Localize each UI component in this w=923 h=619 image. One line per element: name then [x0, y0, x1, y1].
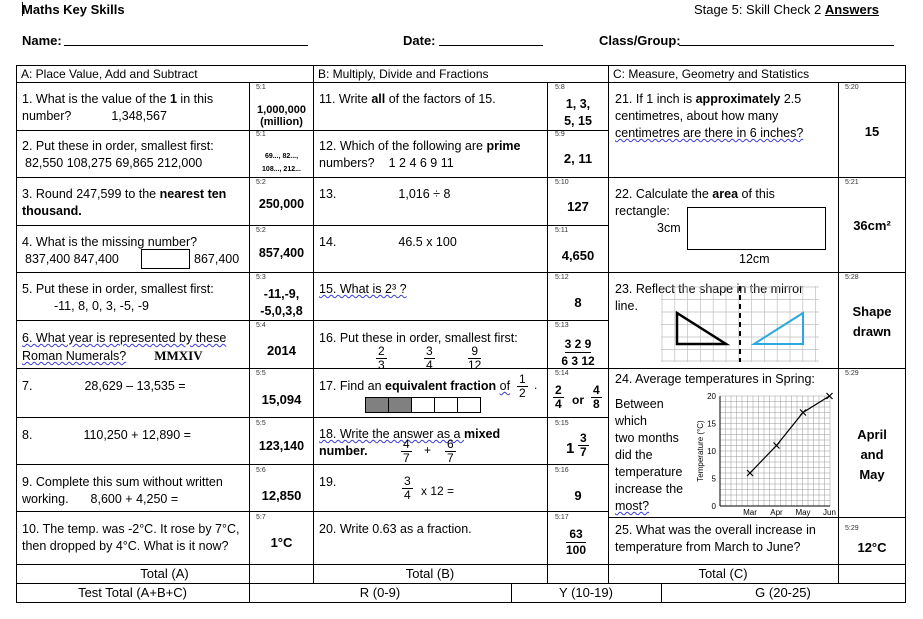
skill-code: 5:4	[256, 322, 266, 329]
question-1: 1. What is the value of the 1 in this number? 1,348,567	[22, 92, 214, 123]
total-c: Total (C)	[698, 566, 748, 581]
answer-8: 123,140	[258, 439, 305, 453]
skill-code: 5:29	[845, 370, 859, 377]
skill-code: 5:28	[845, 274, 859, 281]
question-4-last: 867,400	[194, 252, 240, 266]
question-4-sequence: 837,400 847,400	[25, 252, 119, 266]
reflected-triangle	[754, 313, 803, 344]
skill-code: 5:8	[555, 84, 565, 91]
question-20: 20. Write 0.63 as a fraction.	[319, 522, 472, 536]
answer-17-b: $\frac{4}{8}$	[593, 383, 600, 411]
answer-19: 9	[574, 488, 582, 503]
reflection-grid	[661, 286, 819, 362]
x-tick-label: Jun	[823, 508, 836, 517]
fraction-3-4: $\frac{3}{4}$	[426, 344, 433, 372]
rectangle-side-label: 3cm	[657, 221, 681, 235]
skill-code: 5:29	[845, 525, 859, 532]
y-axis-label: Temperature (°C)	[696, 420, 705, 482]
temperature-chart	[690, 388, 840, 518]
class-label: Class/Group:	[599, 33, 681, 48]
section-a-header: A: Place Value, Add and Subtract	[21, 67, 198, 81]
question-22: 22. Calculate the area of this rectangle:	[615, 187, 775, 218]
question-19-rest: x 12 =	[421, 484, 455, 498]
answer-17-or: or	[572, 393, 584, 407]
skill-code: 5:13	[555, 322, 569, 329]
skill-code: 5:1	[256, 84, 266, 91]
answer-2: 69..., 82..., 108..., 212...	[262, 153, 301, 173]
question-18: 18. Write the answer as a mixed number.	[319, 427, 501, 458]
question-24: 24. Average temperatures in Spring:	[615, 372, 815, 386]
total-b: Total (B)	[405, 566, 455, 581]
band-green: G (20-25)	[755, 585, 811, 600]
answer-11: 1, 3, 5, 15	[564, 97, 592, 128]
y-tick-label: 15	[707, 419, 716, 429]
missing-number-box[interactable]	[141, 249, 190, 269]
x-tick-label: Mar	[743, 508, 757, 517]
skill-code: 5:16	[555, 467, 569, 474]
rectangle	[687, 207, 826, 250]
skill-code: 5:9	[555, 131, 565, 138]
question-11: 11. Write all of the factors of 15.	[319, 92, 496, 106]
y-tick-label: 0	[711, 502, 716, 511]
skill-code: 5:15	[555, 420, 569, 427]
section-b-header: B: Multiply, Divide and Fractions	[318, 67, 489, 81]
fraction-4-7: $\frac{4}{7}$	[403, 437, 410, 465]
skill-code: 5:3	[256, 274, 266, 281]
answer-23: Shape drawn	[852, 304, 892, 339]
skill-code: 5:6	[256, 467, 266, 474]
fraction-bar-model	[365, 397, 481, 413]
band-red: R (0-9)	[359, 585, 401, 600]
skill-code: 5:11	[555, 227, 569, 234]
date-label: Date:	[403, 33, 436, 48]
skill-code: 5:5	[256, 370, 266, 377]
answer-21: 15	[864, 124, 880, 139]
question-4: 4. What is the missing number?	[22, 235, 198, 249]
question-19: 19.	[319, 475, 337, 489]
skill-code: 5:5	[256, 420, 266, 427]
skill-code: 5:20	[845, 84, 859, 91]
answer-12: 2, 11	[563, 151, 593, 166]
x-tick-label: Apr	[770, 508, 783, 517]
name-label: Name:	[22, 33, 62, 48]
y-tick-label: 5	[711, 474, 716, 484]
question-10: 10. The temp. was -2°C. It rose by 7°C, then dropped by 4°C. What is it now?	[22, 522, 240, 553]
question-24-text: Between which two months did the temperature increase the most?	[615, 397, 684, 513]
answer-25: 12°C	[857, 540, 887, 555]
question-6: 6. What year is represented by these Roman Numerals? MMXIV	[22, 331, 227, 363]
x-tick-label: May	[795, 508, 811, 517]
y-tick-label: 10	[707, 447, 716, 456]
answer-22: 36cm²	[853, 218, 891, 233]
answer-24: April and May	[857, 427, 887, 482]
answer-10: 1°C	[270, 535, 293, 550]
answer-5: -11,-9, -5,0,3,8	[260, 287, 303, 318]
question-5: 5. Put these in order, smallest first: -11, 8, 0, 3, -5, -9	[22, 282, 214, 313]
stage-label: Stage 5: Skill Check 2 Answers	[694, 2, 880, 17]
skill-code: 5:17	[555, 514, 569, 521]
skill-code: 5:21	[845, 179, 859, 186]
answer-3: 250,000	[258, 197, 305, 211]
question-12: 12. Which of the following are prime numbers? 1 2 4 6 9 11	[319, 139, 521, 170]
skill-code: 5:2	[256, 179, 266, 186]
answer-15: 8	[574, 295, 582, 310]
answer-4: 857,400	[258, 246, 305, 260]
y-tick-label: 20	[707, 392, 716, 401]
band-yellow: Y (10-19)	[559, 585, 613, 600]
question-14: 14. 46.5 x 100	[319, 235, 457, 249]
skill-code: 5:12	[555, 274, 569, 281]
answer-18-fraction: $\frac{3}{7}$	[580, 431, 587, 459]
question-2: 2. Put these in order, smallest first: 82,550 108,275 69,865 212,000	[22, 139, 214, 170]
question-23: 23. Reflect the shape in the mirror line.	[615, 282, 804, 313]
fraction-9-12: $\frac{9}{12}$	[468, 344, 482, 372]
rectangle-bottom-label: 12cm	[739, 252, 770, 266]
fraction-1-2: $\frac{1}{2}$	[519, 372, 526, 400]
answer-9: 12,850	[261, 488, 302, 503]
question-9: 9. Complete this sum without written working. 8,600 + 4,250 =	[22, 475, 223, 506]
skill-code: 5:2	[256, 227, 266, 234]
skill-code: 5:7	[256, 514, 266, 521]
skill-code: 5:1	[256, 131, 266, 138]
period: .	[534, 378, 538, 392]
answer-6: 2014	[267, 343, 296, 358]
fraction-2-3: $\frac{2}{3}$	[378, 344, 385, 372]
skill-code: 5:14	[555, 370, 569, 377]
answer-16: 3 2 9 6 3 12	[561, 337, 595, 368]
question-8: 8. 110,250 + 12,890 =	[22, 428, 191, 442]
question-7: 7. 28,629 – 13,535 =	[22, 379, 186, 393]
answer-7: 15,094	[261, 392, 302, 407]
question-16: 16. Put these in order, smallest first:	[319, 331, 518, 345]
worksheet-title: Maths Key Skills	[22, 2, 125, 17]
original-triangle	[677, 313, 726, 344]
question-15: 15. What is 2³ ?	[319, 282, 407, 296]
total-a: Total (A)	[140, 566, 189, 581]
answer-1: 1,000,000 (million)	[257, 104, 306, 128]
skill-code: 5:10	[555, 179, 569, 186]
fraction-6-7: $\frac{6}{7}$	[447, 437, 454, 465]
question-13: 13. 1,016 ÷ 8	[319, 187, 451, 201]
plus-sign: +	[424, 443, 432, 457]
fraction-3-4-b: $\frac{3}{4}$	[404, 474, 411, 502]
answer-17-a: $\frac{2}{4}$	[555, 383, 562, 411]
answer-14: 4,650	[561, 248, 595, 263]
test-total: Test Total (A+B+C)	[78, 585, 187, 600]
question-21: 21. If 1 inch is approximately 2.5 centimetres, about how many centimetres are there in 6 inches?	[615, 92, 804, 140]
section-c-header: C: Measure, Geometry and Statistics	[613, 67, 810, 81]
question-17: 17. Find an equivalent fraction of	[319, 379, 511, 393]
answer-20: $\frac{63}{100}$	[566, 527, 587, 557]
question-25: 25. What was the overall increase in temperature from March to June?	[615, 523, 816, 554]
answer-13: 127	[567, 199, 589, 214]
question-3: 3. Round 247,599 to the nearest ten thousand.	[22, 187, 227, 218]
answer-18-whole: 1	[566, 440, 575, 457]
